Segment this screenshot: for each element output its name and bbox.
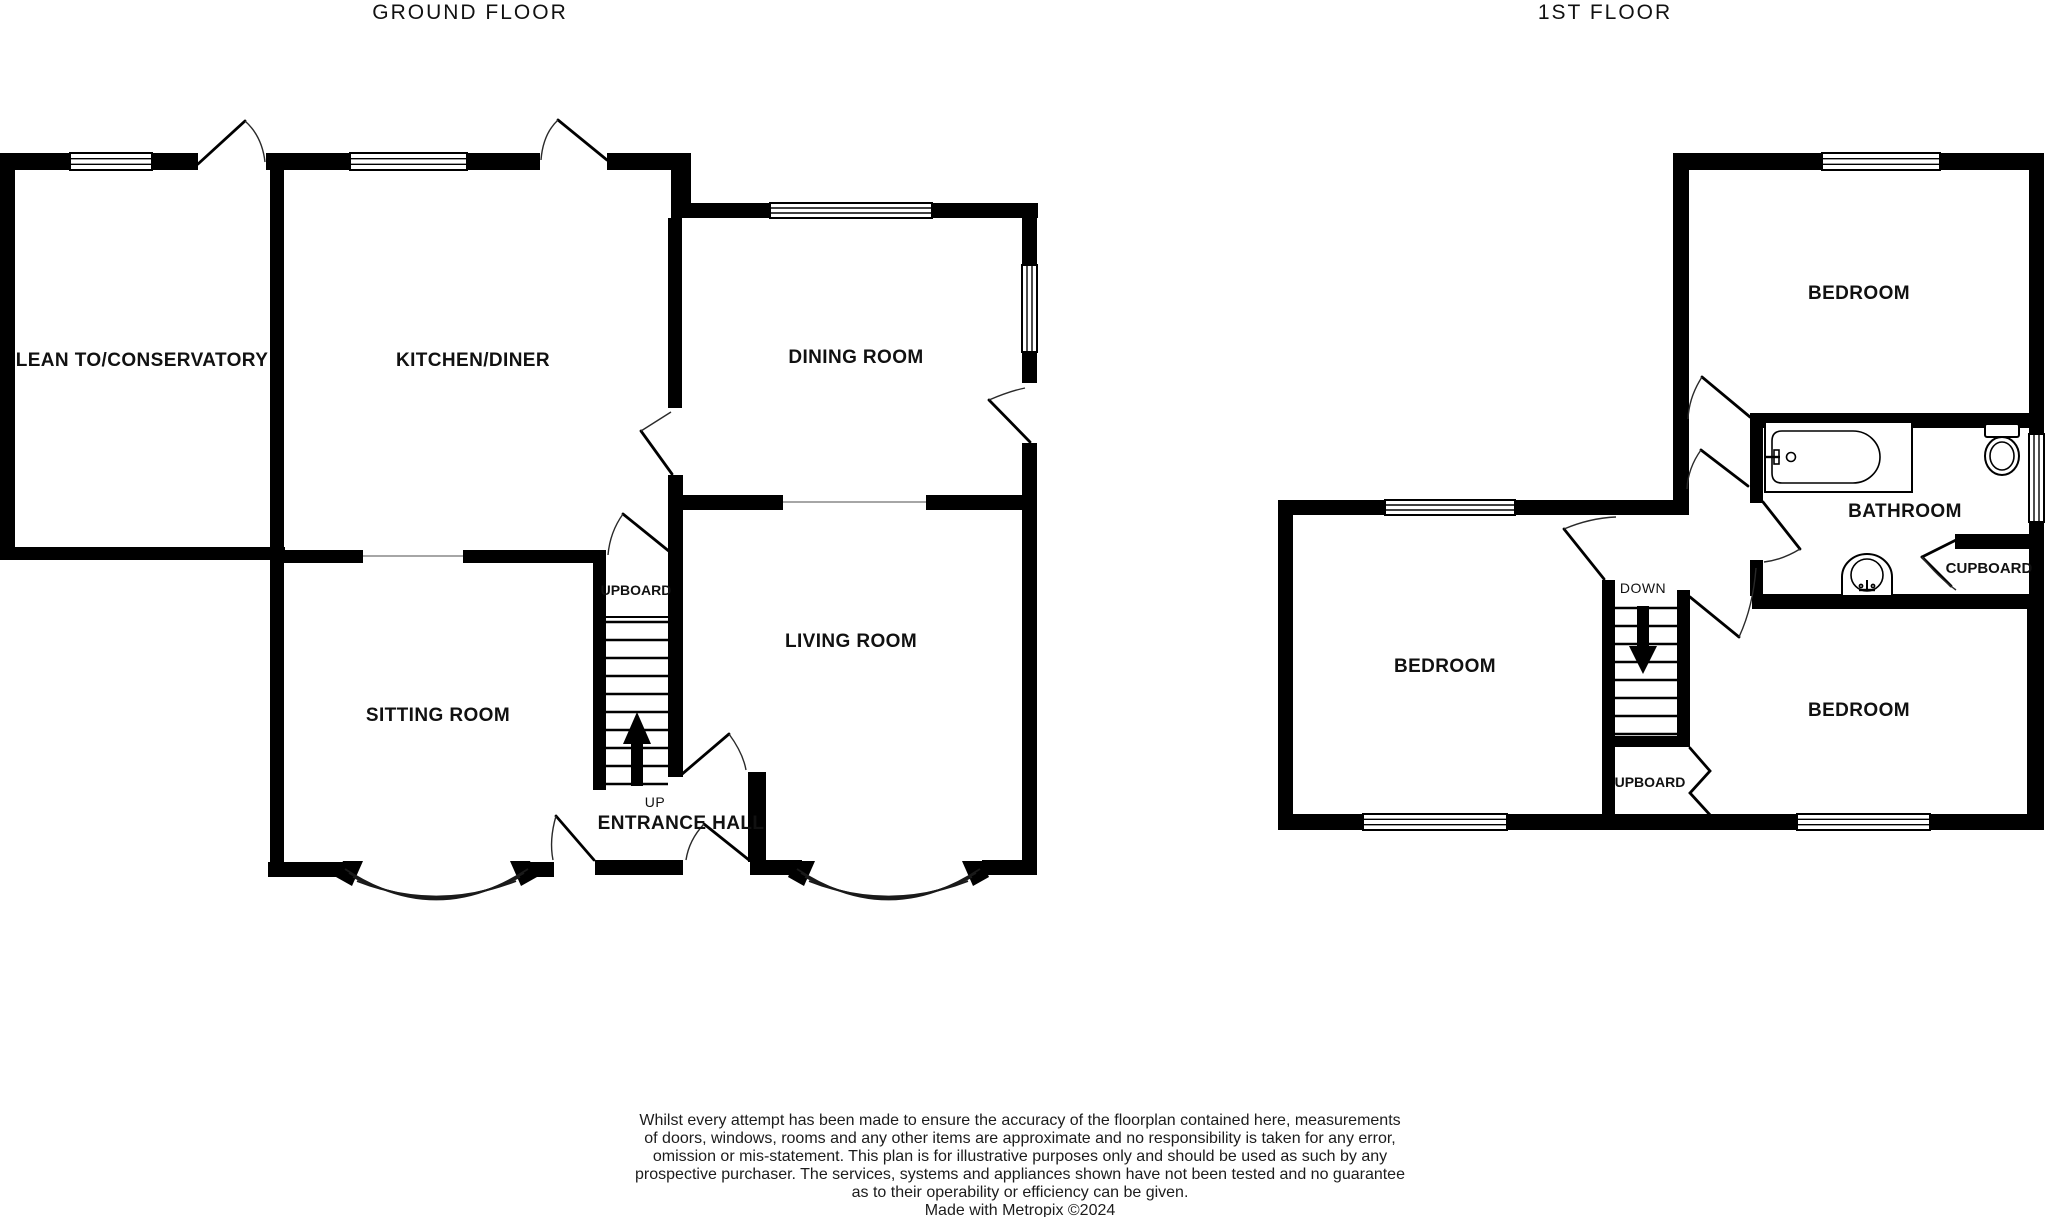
stairs-down-label: DOWN: [1619, 580, 1667, 596]
door-swing: [1690, 568, 1756, 637]
windows: [70, 153, 1037, 352]
door-swing: [198, 121, 265, 164]
bathtub-icon: [1765, 422, 1912, 492]
ground-floor-plan: [0, 120, 1038, 900]
room-label-bedroom-left: BEDROOM: [1393, 656, 1497, 677]
disclaimer-text: [635, 1112, 1405, 1217]
window: [2029, 434, 2044, 522]
bifold-door: [1690, 748, 1711, 816]
room-label-1f-cupboard: UPBOARD: [1614, 774, 1686, 790]
room-label-bedroom-top: BEDROOM: [1807, 283, 1911, 304]
toilet-icon: [1985, 424, 2019, 475]
disclaimer-line: as to their operability or efficiency can be given.: [851, 1184, 1189, 1201]
door-swing: [1763, 502, 1800, 562]
window: [350, 153, 467, 170]
disclaimer-line: prospective purchaser. The services, systems and appliances shown have not been tested and no guarantee: [635, 1166, 1405, 1183]
down-arrow-icon: [1629, 606, 1657, 674]
window: [70, 153, 152, 170]
room-label-kitchen: KITCHEN/DINER: [395, 350, 551, 371]
living-room-bay-window: [788, 861, 989, 900]
room-label-lean-to: LEAN TO/CONSERVATORY: [15, 350, 269, 371]
room-label-bedroom-right: BEDROOM: [1807, 700, 1911, 721]
room-label-living: LIVING ROOM: [784, 631, 918, 652]
room-label-cupboard: CUPBOARD: [1945, 560, 2033, 577]
window: [1022, 265, 1037, 352]
disclaimer-line: omission or mis-statement. This plan is for illustrative purposes only and should be used as such by any: [652, 1148, 1388, 1165]
door-swing: [1687, 450, 1748, 489]
room-label-bathroom: BATHROOM: [1848, 501, 1962, 522]
staircase-up: [606, 617, 668, 786]
door-swing: [1564, 517, 1616, 579]
door-swing: [989, 388, 1030, 442]
room-label-entrance-hall: ENTRANCE HALL: [597, 813, 765, 834]
room-label-dining: DINING ROOM: [788, 347, 924, 368]
door-swing: [541, 120, 607, 160]
room-label-gf-cupboard: UPBOARD: [600, 582, 672, 598]
stairs-up-label: UP: [644, 794, 666, 810]
exterior-walls: [0, 153, 1038, 877]
door-swing: [681, 734, 746, 775]
exterior-walls: [1278, 153, 2044, 830]
door-swing: [1688, 377, 1750, 419]
door-swing: [608, 514, 670, 555]
window: [770, 203, 932, 218]
sink-icon: [1842, 554, 1892, 596]
window: [1385, 500, 1515, 515]
window: [1363, 814, 1507, 830]
window: [1822, 153, 1940, 170]
ground-floor-title: GROUND FLOOR: [372, 1, 568, 24]
door-swing: [552, 816, 594, 860]
first-floor-title: 1ST FLOOR: [1537, 1, 1673, 24]
sitting-room-bay-window: [336, 861, 537, 900]
window: [1797, 814, 1930, 830]
first-floor-plan: [1278, 153, 2044, 830]
door-swing: [641, 412, 672, 474]
staircase-down: [1615, 606, 1677, 747]
room-label-sitting: SITTING ROOM: [365, 705, 511, 726]
metropix-credit: Made with Metropix ©2024: [924, 1202, 1116, 1217]
windows: [1363, 153, 2044, 830]
disclaimer-line: Whilst every attempt has been made to ensure the accuracy of the floorplan contained here, measurements: [639, 1112, 1401, 1129]
interior-walls: [270, 166, 1037, 877]
disclaimer-line: of doors, windows, rooms and any other items are approximate and no responsibility is taken for any error,: [644, 1130, 1396, 1147]
